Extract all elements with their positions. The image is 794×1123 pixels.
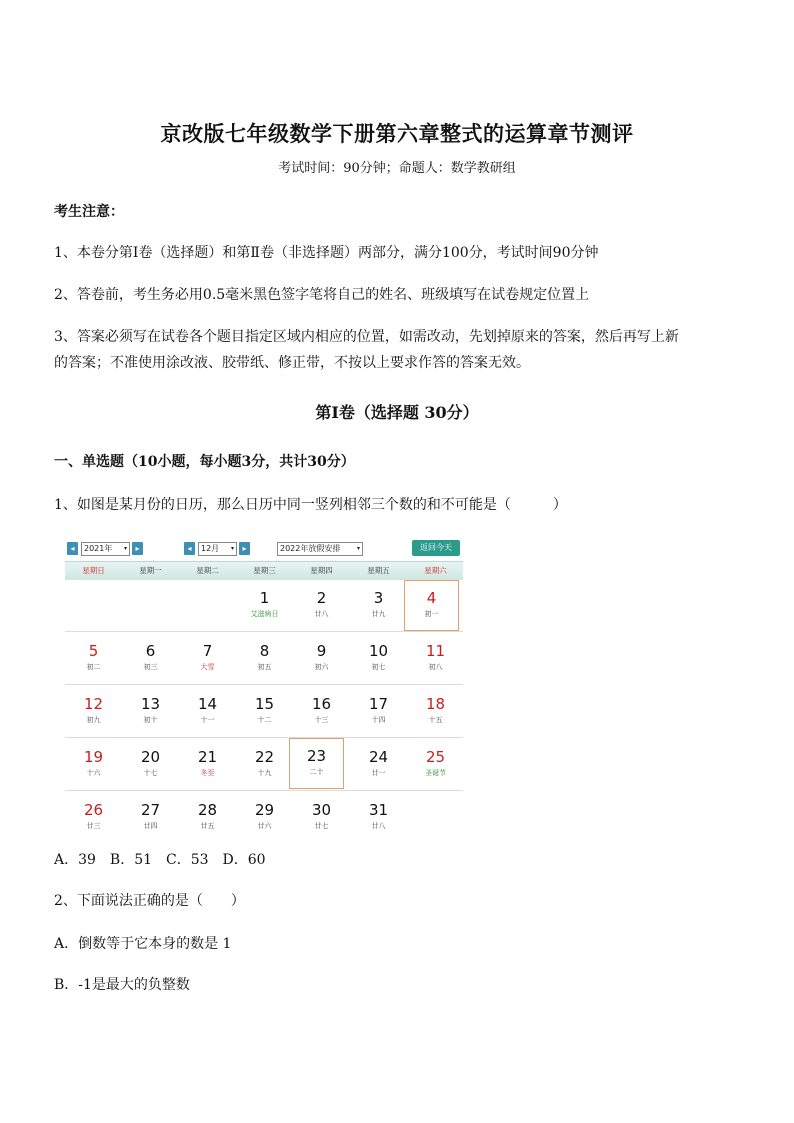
left-arrow-icon[interactable]: ◂ (67, 542, 78, 555)
calendar-day[interactable] (293, 634, 350, 686)
day-number: 8 (259, 642, 270, 660)
lunar-label: 廿一 (371, 769, 386, 777)
day-number: 9 (316, 642, 327, 660)
right-arrow-icon[interactable]: ▸ (132, 542, 143, 555)
notice-item-3-cont: 的答案；不准使用涂改液、胶带纸、修正带，不按以上要求作答的答案无效。 (54, 355, 530, 371)
calendar-day-today[interactable] (404, 580, 459, 631)
calendar-day[interactable] (236, 740, 293, 792)
calendar-day-selected[interactable] (289, 738, 344, 789)
day-number: 11 (425, 642, 446, 660)
notice-heading: 考生注意： (54, 204, 124, 220)
calendar-image (65, 540, 463, 830)
calendar-day[interactable] (236, 793, 293, 829)
year-select[interactable]: 2021年 ▾ (81, 542, 130, 556)
day-number: 17 (368, 695, 389, 713)
lunar-label: 廿九 (371, 610, 386, 618)
lunar-label: 十六 (86, 769, 101, 777)
weekday-fri: 星期五 (367, 566, 390, 575)
lunar-label: 廿六 (257, 822, 272, 830)
calendar-day[interactable] (407, 687, 464, 739)
day-number: 2 (316, 589, 327, 607)
lunar-label: 廿三 (86, 822, 101, 830)
calendar-day[interactable] (236, 581, 293, 633)
calendar-day[interactable] (122, 793, 179, 829)
calendar-day[interactable] (65, 634, 122, 686)
question-2-option-a: A．倒数等于它本身的数是 1 (54, 936, 232, 952)
lunar-label: 初二 (86, 663, 101, 671)
day-number: 20 (140, 748, 161, 766)
calendar-day[interactable] (350, 740, 407, 792)
day-number: 31 (368, 801, 389, 819)
lunar-label: 初一 (424, 610, 439, 618)
calendar-day[interactable] (350, 687, 407, 739)
day-number: 16 (311, 695, 332, 713)
day-number: 25 (425, 748, 446, 766)
day-number: 28 (197, 801, 218, 819)
calendar-day[interactable] (236, 687, 293, 739)
right-arrow-icon[interactable]: ▸ (239, 542, 250, 555)
weekday-thu: 星期四 (310, 566, 333, 575)
page-title: 京改版七年级数学下册第六章整式的运算章节测评 (160, 121, 634, 146)
calendar-day[interactable] (122, 634, 179, 686)
lunar-label: 廿七 (314, 822, 329, 830)
lunar-label: 十七 (143, 769, 158, 777)
lunar-label: 初九 (86, 716, 101, 724)
month-value: 12月 (201, 544, 220, 553)
calendar-day[interactable] (179, 740, 236, 792)
lunar-label: 初六 (314, 663, 329, 671)
lunar-label: 十九 (257, 769, 272, 777)
weekday-mon: 星期一 (139, 566, 162, 575)
calendar-day[interactable] (236, 634, 293, 686)
day-number: 13 (140, 695, 161, 713)
calendar-day[interactable] (350, 581, 407, 633)
month-select[interactable]: 12月 ▾ (198, 542, 237, 556)
day-number: 7 (202, 642, 213, 660)
calendar-day[interactable] (122, 740, 179, 792)
back-to-today-button[interactable]: 返回今天 (412, 540, 460, 556)
question-2-stem: 2、下面说法正确的是（ ） (54, 893, 245, 909)
lunar-label: 二十 (309, 768, 324, 776)
weekday-tue: 星期二 (196, 566, 219, 575)
calendar-day[interactable] (293, 793, 350, 829)
calendar-day[interactable] (179, 793, 236, 829)
lunar-label: 艾滋病日 (250, 610, 279, 618)
calendar-day[interactable] (350, 634, 407, 686)
lunar-label: 十一 (200, 716, 215, 724)
calendar-day[interactable] (65, 687, 122, 739)
notice-item-3: 3、答案必须写在试卷各个题目指定区域内相应的位置，如需改动，先划掉原来的答案，然后再写上新 (54, 329, 679, 345)
section-title: 第Ⅰ卷（选择题 30分） (315, 403, 479, 422)
calendar-day[interactable] (65, 740, 122, 792)
day-number: 24 (368, 748, 389, 766)
part-title: 一、单选题（10小题，每小题3分，共计30分） (54, 454, 355, 470)
lunar-label: 初三 (143, 663, 158, 671)
holiday-select[interactable]: 2022年放假安排 ▾ (277, 542, 363, 556)
left-arrow-icon[interactable]: ◂ (184, 542, 195, 555)
day-number: 3 (373, 589, 384, 607)
day-number: 10 (368, 642, 389, 660)
question-1-options: A．39 B．51 C．53 D．60 (54, 852, 266, 868)
weekday-sun: 星期日 (82, 566, 105, 575)
day-number: 19 (83, 748, 104, 766)
calendar-day[interactable] (350, 793, 407, 829)
day-number: 12 (83, 695, 104, 713)
day-number: 29 (254, 801, 275, 819)
lunar-label: 冬至 (200, 769, 215, 777)
notice-item-2: 2、答卷前，考生务必用0.5毫米黑色签字笔将自己的姓名、班级填写在试卷规定位置上 (54, 287, 590, 303)
lunar-label: 十二 (257, 716, 272, 724)
day-number: 4 (426, 589, 437, 607)
lunar-label: 初十 (143, 716, 158, 724)
holiday-value: 2022年放假安排 (280, 544, 341, 553)
calendar-day[interactable] (407, 740, 464, 792)
day-number: 15 (254, 695, 275, 713)
lunar-label: 初八 (428, 663, 443, 671)
calendar-day[interactable] (65, 793, 122, 829)
day-number: 6 (145, 642, 156, 660)
calendar-day[interactable] (293, 581, 350, 633)
lunar-label: 十四 (371, 716, 386, 724)
lunar-label: 十三 (314, 716, 329, 724)
day-number: 21 (197, 748, 218, 766)
lunar-label: 初七 (371, 663, 386, 671)
day-number: 18 (425, 695, 446, 713)
weekday-sat: 星期六 (424, 566, 447, 575)
notice-item-1: 1、本卷分第Ⅰ卷（选择题）和第Ⅱ卷（非选择题）两部分，满分100分，考试时间90分钟 (54, 245, 599, 261)
day-number: 22 (254, 748, 275, 766)
day-number: 26 (83, 801, 104, 819)
lunar-label: 十五 (428, 716, 443, 724)
exam-info: 考试时间：90分钟；命题人：数学教研组 (278, 161, 516, 176)
calendar-day[interactable] (407, 634, 464, 686)
year-value: 2021年 (84, 544, 113, 553)
calendar-day[interactable] (122, 687, 179, 739)
weekday-header (65, 561, 463, 580)
question-2-option-b: B．-1是最大的负整数 (54, 977, 190, 993)
lunar-label: 廿四 (143, 822, 158, 830)
day-number: 30 (311, 801, 332, 819)
calendar-day[interactable] (179, 634, 236, 686)
lunar-label: 廿五 (200, 822, 215, 830)
calendar-day[interactable] (179, 687, 236, 739)
day-number: 14 (197, 695, 218, 713)
lunar-label: 初五 (257, 663, 272, 671)
lunar-label: 廿八 (371, 822, 386, 830)
question-1-stem: 1、如图是某月份的日历，那么日历中同一竖列相邻三个数的和不可能是（ ） (54, 497, 567, 513)
lunar-label: 廿八 (314, 610, 329, 618)
day-number: 5 (88, 642, 99, 660)
lunar-label: 圣诞节 (425, 769, 446, 777)
day-number: 1 (259, 589, 270, 607)
calendar-day[interactable] (293, 687, 350, 739)
day-number: 27 (140, 801, 161, 819)
day-number: 23 (306, 747, 327, 765)
lunar-label: 大雪 (200, 663, 215, 671)
weekday-wed: 星期三 (253, 566, 276, 575)
